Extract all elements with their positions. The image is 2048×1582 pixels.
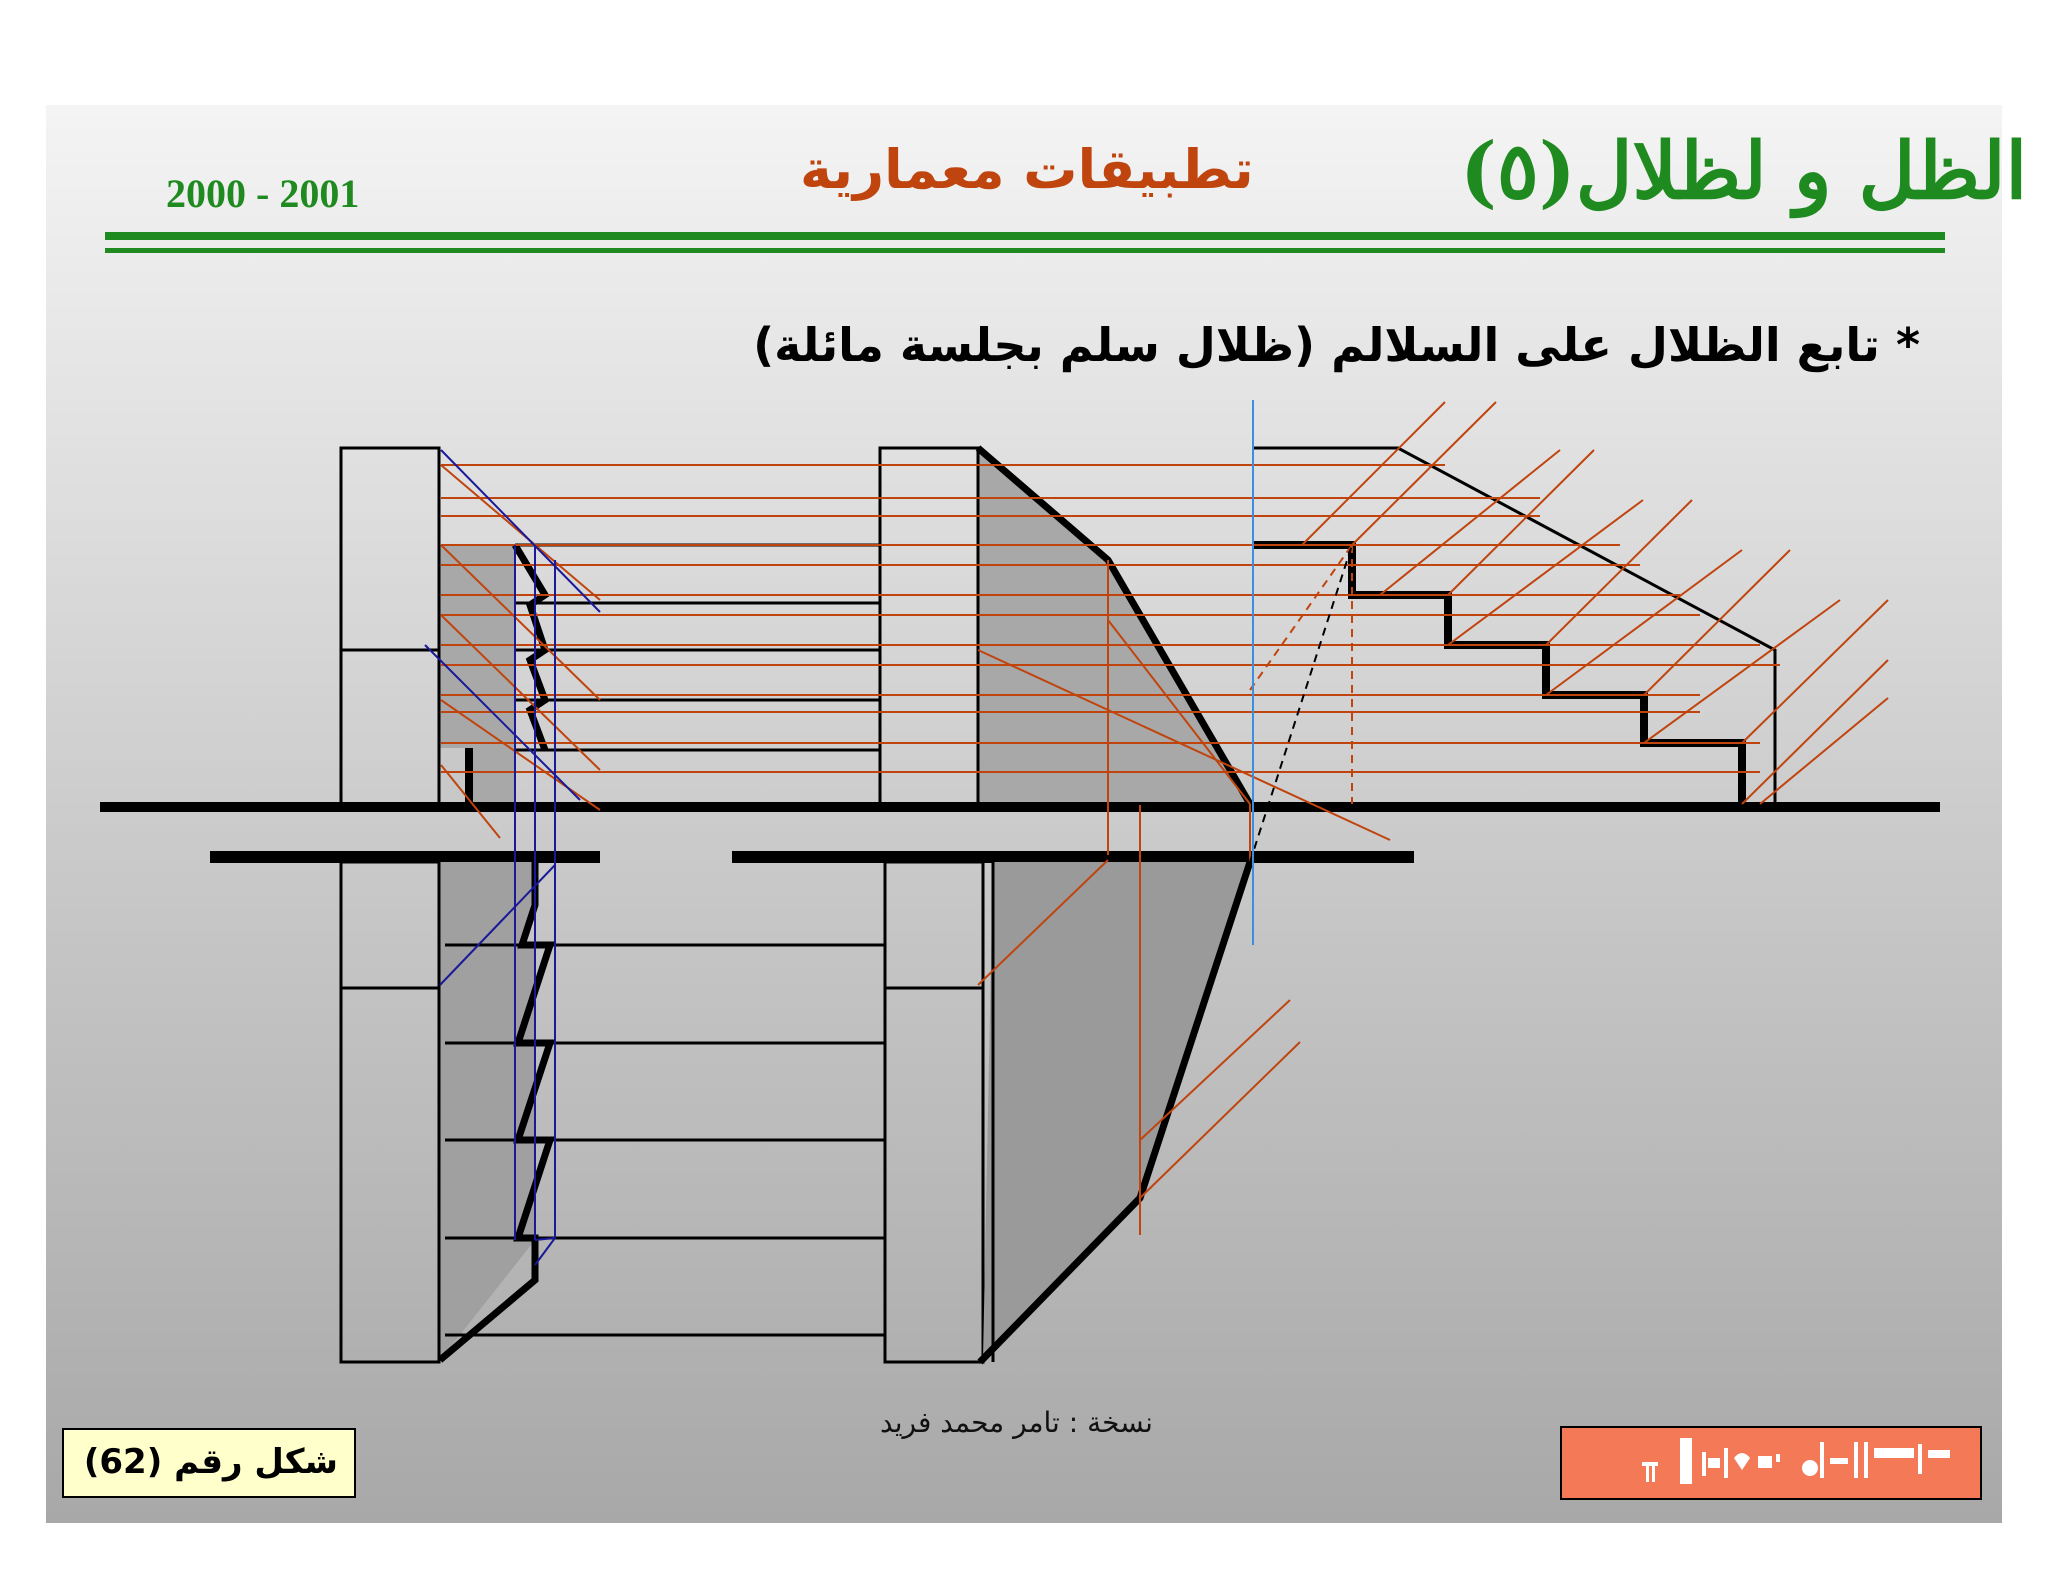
side-elevation — [1253, 448, 1775, 804]
credit-text: نسخة : تامر محمد فريد — [880, 1406, 1153, 1439]
header-rules — [105, 232, 1945, 253]
subtitle: تطبيقات معمارية — [800, 138, 1254, 201]
left-plan — [341, 862, 885, 1362]
figure-label: شكل رقم (62) — [83, 1442, 338, 1482]
logo-box — [1560, 1426, 1982, 1500]
figure-number-box — [62, 1428, 356, 1498]
ground-lines — [100, 802, 1940, 863]
left-elevation — [341, 448, 880, 804]
middle-plan — [885, 862, 1250, 1362]
university-logo-icon — [1562, 1428, 1980, 1498]
section-heading: * تابع الظلال على السلالم (ظلال سلم بجلسة مائلة) — [753, 318, 1920, 372]
year-label: 2000 - 2001 — [166, 171, 360, 216]
page-title: الظل و لظلال(٥) — [1460, 126, 2028, 217]
